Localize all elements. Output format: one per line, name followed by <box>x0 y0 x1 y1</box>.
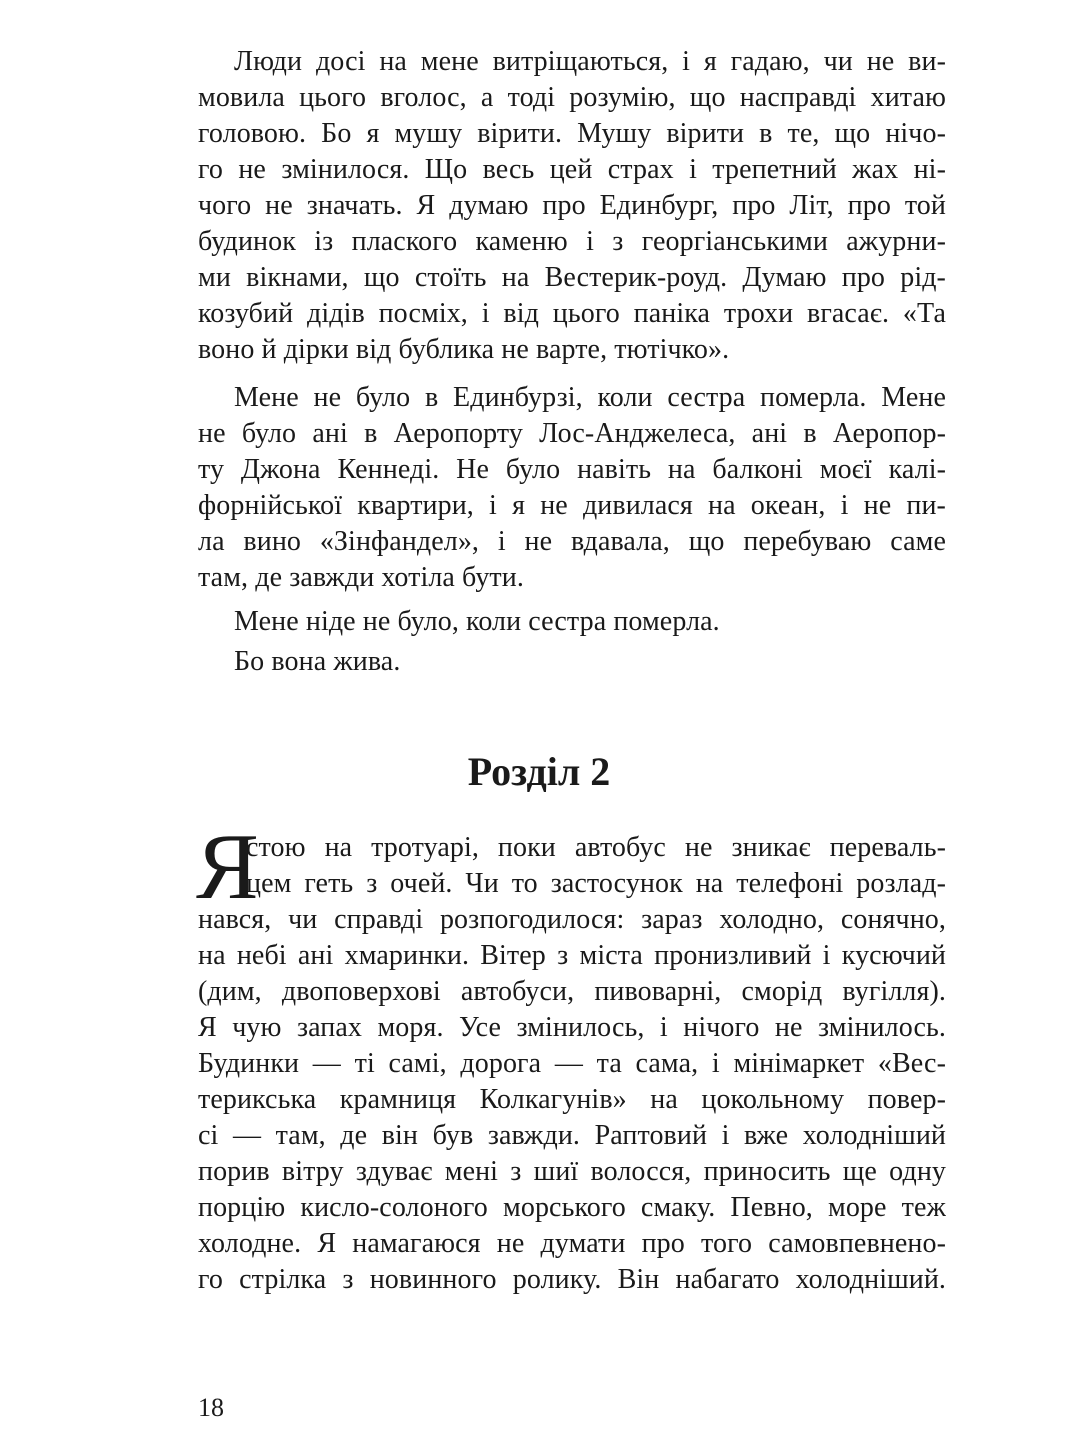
text-line: Мене не було в Единбурзі, коли сестра померла. Мене <box>234 382 946 413</box>
text-line: порцію кисло-солоного морського смаку. Певно, море теж <box>198 1192 946 1223</box>
text-line: ла вино «Зінфандел», і не вдавала, що перебуваю саме <box>198 526 946 557</box>
text-line: чого не значать. Я думаю про Единбург, про Літ, про той <box>198 190 946 221</box>
text-line: терикська крамниця Колкагунів» на цокольному повер- <box>198 1084 946 1115</box>
text-line: нався, чи справді розпогодилося: зараз холодно, сонячно, <box>198 904 946 935</box>
text-line: холодне. Я намагаюся не думати про того самовпевнено- <box>198 1228 946 1259</box>
text-line: мовила цього вголос, а тоді розумію, що насправді хитаю <box>198 82 946 113</box>
text-line: ми вікнами, що стоїть на Вестерик-роуд. Думаю про рід- <box>198 262 946 293</box>
page-number: 18 <box>198 1393 224 1422</box>
drop-cap: Я <box>196 815 259 919</box>
text-line: стою на тротуарі, поки автобус не зникає переваль- <box>246 832 946 863</box>
text-line: Мене ніде не було, коли сестра померла. <box>234 606 720 637</box>
text-line: на небі ані хмаринки. Вітер з міста пронизливий і кусючий <box>198 940 946 971</box>
text-line: (дим, двоповерхові автобуси, пивоварні, сморід вугілля). <box>198 976 946 1007</box>
text-line: форнійської квартири, і я не дивилася на океан, і не пи- <box>198 490 946 521</box>
text-line: там, де завжди хотіла бути. <box>198 562 524 593</box>
text-line: ту Джона Кеннеді. Не було навіть на балконі моєї калі- <box>198 454 946 485</box>
text-line: не було ані в Аеропорту Лос-Анджелеса, ані в Аеропор- <box>198 418 946 449</box>
text-line: Я чую запах моря. Усе змінилось, і нічого не змінилось. <box>198 1012 946 1043</box>
text-line: сі — там, де він був завжди. Раптовий і вже холодніший <box>198 1120 946 1151</box>
text-line: Бо вона жива. <box>234 646 401 677</box>
text-line: головою. Бо я мушу вірити. Мушу вірити в те, що нічо- <box>198 118 946 149</box>
text-line: го не змінилося. Що весь цей страх і трепетний жах ні- <box>198 154 946 185</box>
chapter-title: Розділ 2 <box>467 749 611 794</box>
text-line: будинок із плаского каменю і з георгіанськими ажурни- <box>198 226 946 257</box>
text-line: Будинки — ті самі, дорога — та сама, і мінімаркет «Вес- <box>198 1048 946 1079</box>
text-line: воно й дірки від бублика не варте, тютічко». <box>198 334 730 365</box>
text-line: козубий дідів посміх, і від цього паніка трохи вгасає. «Та <box>198 298 946 329</box>
text-line: цем геть з очей. Чи то застосунок на телефоні розлад- <box>246 868 946 899</box>
text-line: го стрілка з новинного ролику. Він набагато холодніший. <box>198 1264 946 1295</box>
text-line: Люди досі на мене витріщаються, і я гадаю, чи не ви- <box>234 46 946 77</box>
text-line: порив вітру здуває мені з шиї волосся, приносить ще одну <box>198 1156 946 1187</box>
